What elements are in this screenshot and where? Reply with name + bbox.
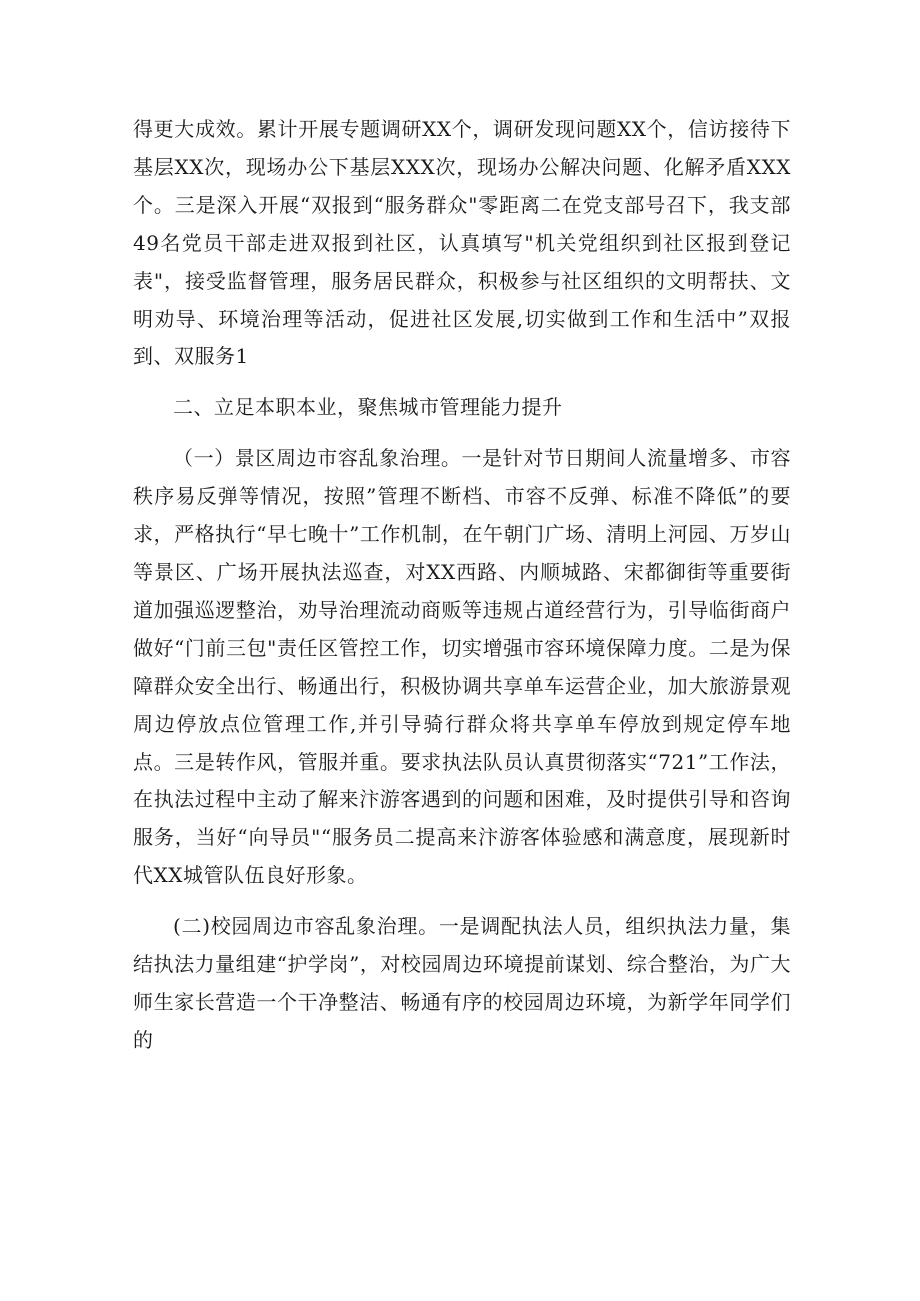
document-body [133, 111, 791, 1060]
section-heading: 二、立足本职本业，聚焦城市管理能力提升 [173, 395, 563, 420]
paragraph-gap [133, 376, 791, 389]
paragraph-gap [133, 895, 791, 908]
paragraph-continuation: 得更大成效。累计开展专题调研XX个，调研发现问题XX个，信访接待下基层XX次，现场办公下基层XXX次，现场办公解决问题、化解矛盾XXX个。三是深入开展“双报到“服务群众"零距离二在党支部号召下，我支部49名党员干部走进双报到社区，认真填写"机关党组织到社区报到登记表"，接受监督管理，服务居民群众，积极参与社区组织的文明帮扶、文明劝导、环境治理等活动，促进社区发展,切实做到工作和生活中”双报到、双服务1 [133, 117, 791, 369]
paragraph-campus-area: (二)校园周边市容乱象治理。一是调配执法人员，组织执法力量，集结执法力量组建“护学岗”，对校园周边环境提前谋划、综合整治，为广大师生家长营造一个干净整洁、畅通有序的校园周边环境，为新学年同学们的 [133, 914, 791, 1052]
paragraph-scenic-area: （一）景区周边市容乱象治理。一是针对节日期间人流量增多、市容秩序易反弹等情况，按照”管理不断档、市容不反弹、标准不降低”的要求，严格执行“早七晚十”工作机制，在午朝门广场、清明上河园、万岁山等景区、广场开展执法巡查，对XX西路、内顺城路、宋都御街等重要街道加强巡逻整治，劝导治理流动商贩等违规占道经营行为，引导临街商户做好“门前三包"责任区管控工作，切实增强市容环境保障力度。二是为保障群众安全出行、畅通出行，积极协调共享单车运营企业，加大旅游景观周边停放点位管理工作,并引导骑行群众将共享单车停放到规定停车地点。三是转作风，管服并重。要求执法队员认真贯彻落实“721”工作法，在执法过程中主动了解来汴游客遇到的问题和困难，及时提供引导和咨询服务，当好“向导员"“服务员二提高来汴游客体验感和满意度，展现新时代XX城管队伍良好形象。 [133, 446, 791, 888]
paragraph-gap [133, 427, 791, 440]
